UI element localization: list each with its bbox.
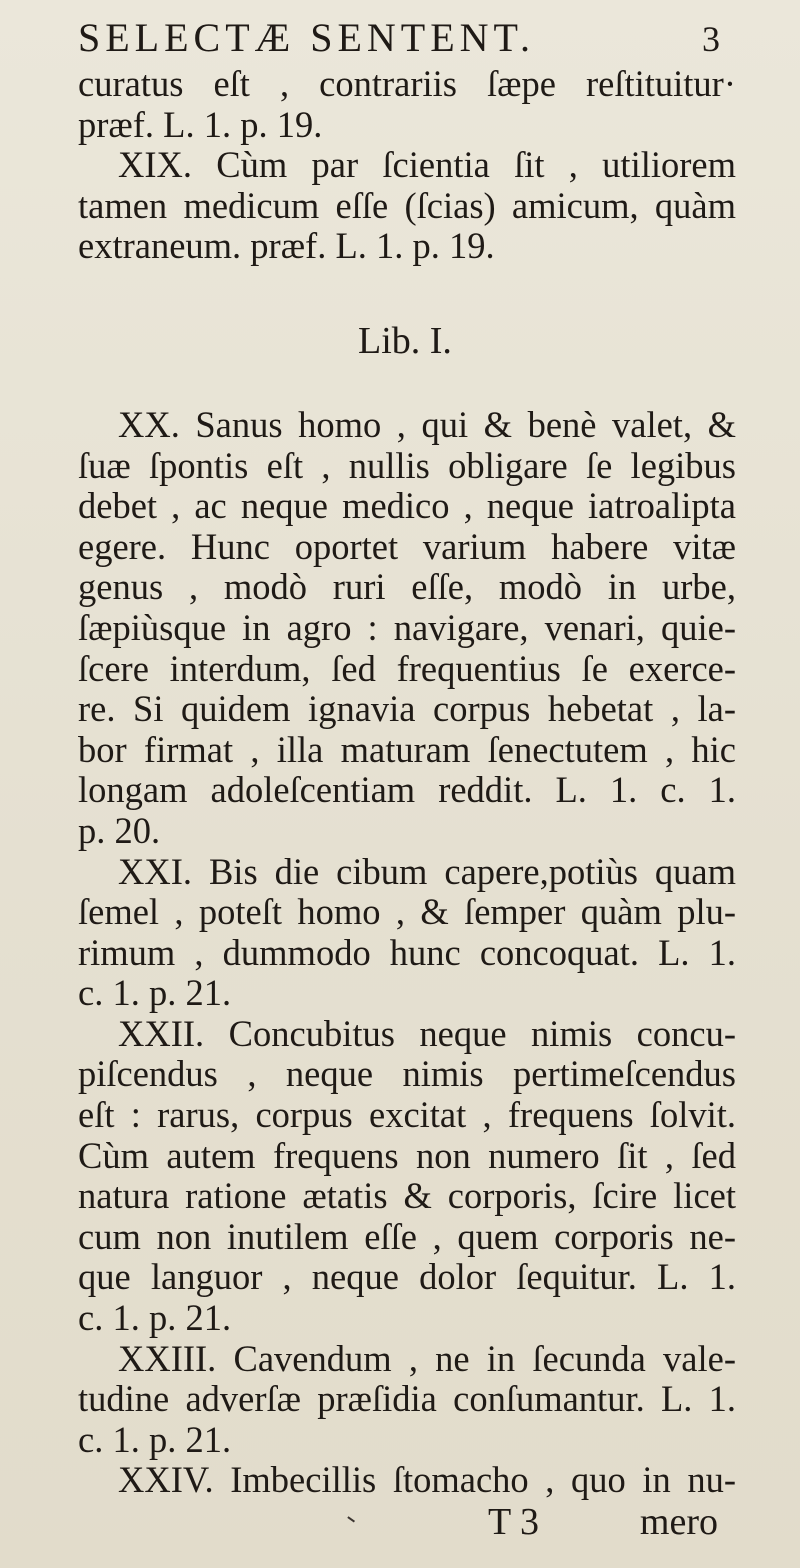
text-line: XX. Sanus homo , qui & benè valet, & xyxy=(118,403,736,445)
text-line: c. 1. p. 21. xyxy=(78,1297,232,1339)
running-head-title: SELECTÆ SENTENT. xyxy=(78,15,536,60)
catchword: mero xyxy=(639,1501,718,1543)
text-line: extraneum. præf. L. 1. p. 19. xyxy=(78,225,495,267)
running-head xyxy=(78,16,720,64)
text-line: bor firmat , illa maturam ſenectutem , hic xyxy=(78,728,736,770)
text-line: p. 20. xyxy=(78,809,161,851)
text-line: re. Si quidem ignavia corpus hebetat , la- xyxy=(78,688,736,730)
text-line: natura ratione ætatis & corporis, ſcire licet xyxy=(78,1175,736,1217)
text-line: ſuæ ſpontis eſt , nullis obligare ſe legibus xyxy=(78,444,736,486)
book-heading: Lib. I. xyxy=(358,319,452,362)
text-line: que languor , neque dolor ſequitur. L. 1. xyxy=(78,1256,736,1298)
text-line: rimum , dummodo hunc concoquat. L. 1. xyxy=(78,931,736,973)
text-line: c. 1. p. 21. xyxy=(78,1418,232,1460)
text-line: cum non inutilem eſſe , quem corporis ne- xyxy=(78,1215,736,1257)
signature-mark: T 3 xyxy=(488,1501,540,1543)
text-line: ſcere interdum, ſed frequentius ſe exerce- xyxy=(78,647,736,689)
text-line: tamen medicum eſſe (ſcias) amicum, quàm xyxy=(78,184,736,226)
text-line: piſcendus , neque nimis pertimeſcendus xyxy=(78,1053,736,1095)
text-line: egere. Hunc oportet varium habere vitæ xyxy=(78,525,736,567)
text-line: debet , ac neque medico , neque iatroalipta xyxy=(78,485,736,527)
text-line: curatus eſt , contrariis ſæpe reſtituitur· xyxy=(78,63,736,104)
text-line: tudine adverſæ præſidia conſumantur. L. 1. xyxy=(78,1378,736,1420)
text-line: longam adoleſcentiam reddit. L. 1. c. 1. xyxy=(78,769,736,811)
text-block-main xyxy=(78,405,736,1501)
text-block-top xyxy=(78,64,736,267)
text-line: XXI. Bis die cibum capere,potiùs quam xyxy=(118,850,736,892)
text-line: XXIII. Cavendum , ne in ſecunda vale- xyxy=(118,1337,736,1379)
text-line: ſemel , poteſt homo , & ſemper quàm plu- xyxy=(78,891,736,933)
text-line: genus , modò ruri eſſe, modò in urbe, xyxy=(78,566,736,608)
text-line: XIX. Cùm par ſcientia ſit , utiliorem xyxy=(118,144,736,186)
text-line: Cùm autem frequens non numero ſit , ſed xyxy=(78,1134,736,1176)
text-line: eſt : rarus, corpus excitat , frequens ſolvit. xyxy=(78,1094,736,1136)
text-line: præf. L. 1. p. 19. xyxy=(78,103,323,145)
text-line: XXIV. Imbecillis ſtomacho , quo in nu- xyxy=(118,1459,736,1501)
page-number: 3 xyxy=(702,19,720,59)
text-line: XXII. Concubitus neque nimis concu- xyxy=(118,1012,736,1054)
text-line: c. 1. p. 21. xyxy=(78,972,232,1014)
signature-line xyxy=(78,1501,736,1543)
text-line: ſæpiùsque in agro : navigare, venari, quie- xyxy=(78,606,736,648)
